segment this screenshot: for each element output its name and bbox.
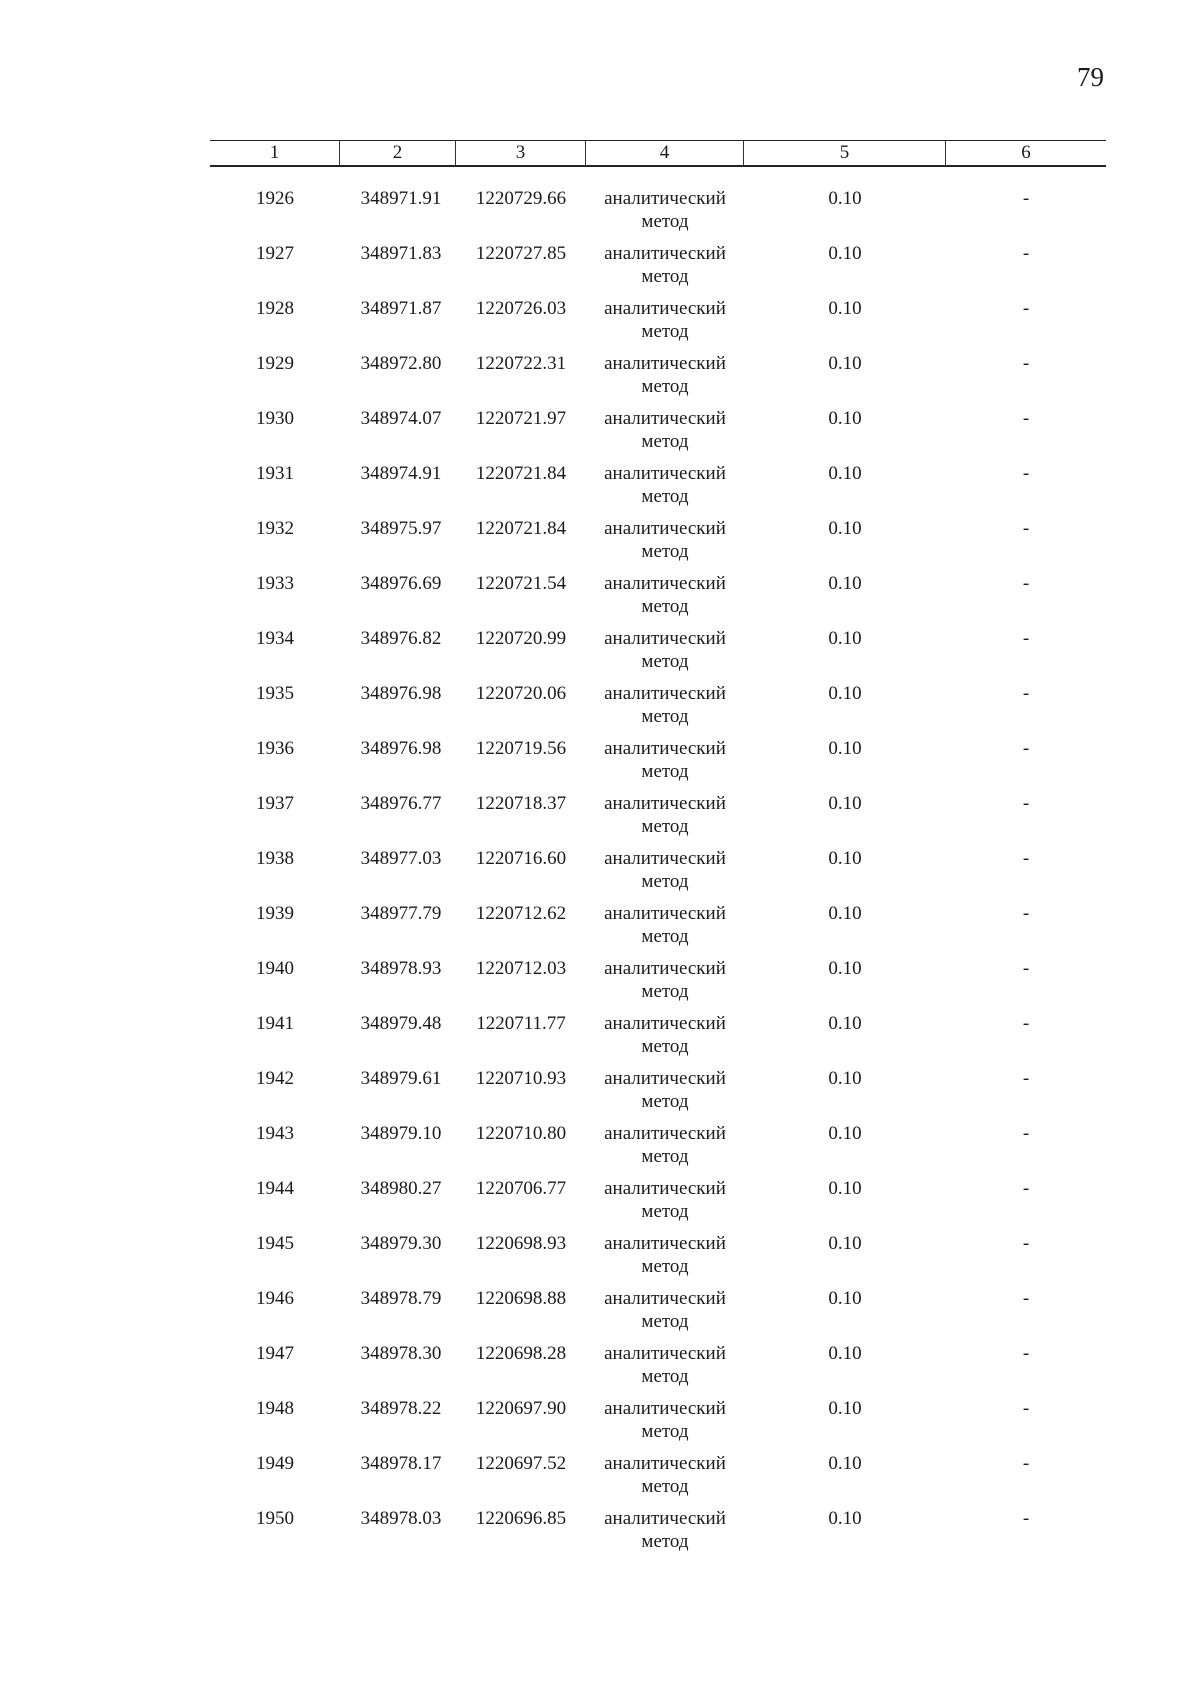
coordinate-y: 1220698.93 — [475, 1233, 567, 1254]
note-value: - — [1022, 683, 1030, 704]
coordinate-y: 1220711.77 — [476, 1013, 566, 1034]
accuracy-value: 0.10 — [828, 1508, 862, 1529]
point-number: 1934 — [256, 628, 294, 649]
coordinate-y: 1220706.77 — [475, 1178, 567, 1199]
point-number: 1948 — [256, 1398, 294, 1419]
method-line-1: аналитический — [604, 1398, 726, 1419]
point-number: 1949 — [256, 1453, 294, 1474]
accuracy-value: 0.10 — [828, 1178, 862, 1199]
point-number: 1939 — [256, 903, 294, 924]
method-cell — [586, 242, 744, 297]
column-header-6: 6 — [1021, 142, 1031, 163]
note-value: - — [1022, 903, 1030, 924]
column-header-2: 2 — [340, 141, 456, 165]
coordinate-y: 1220721.54 — [475, 573, 567, 594]
method-line-1: аналитический — [604, 628, 726, 649]
method-line-2: метод — [641, 871, 689, 892]
coordinate-x: 348971.87 — [360, 298, 442, 319]
point-number: 1928 — [256, 298, 294, 319]
coordinate-x: 348976.69 — [360, 573, 442, 594]
method-cell — [586, 1122, 744, 1177]
method-line-2: метод — [641, 1201, 689, 1222]
point-number: 1946 — [256, 1288, 294, 1309]
method-line-2: метод — [641, 1091, 689, 1112]
coordinate-x: 348978.79 — [360, 1288, 442, 1309]
accuracy-value: 0.10 — [828, 1123, 862, 1144]
accuracy-value: 0.10 — [828, 903, 862, 924]
method-line-1: аналитический — [604, 848, 726, 869]
method-line-2: метод — [641, 651, 689, 672]
coordinate-x: 348976.77 — [360, 793, 442, 814]
note-value: - — [1022, 628, 1030, 649]
method-cell — [586, 792, 744, 847]
coordinate-y: 1220698.88 — [475, 1288, 567, 1309]
method-cell — [586, 737, 744, 792]
coordinate-y: 1220710.93 — [475, 1068, 567, 1089]
method-line-1: аналитический — [604, 573, 726, 594]
coordinate-y: 1220710.80 — [475, 1123, 567, 1144]
method-line-1: аналитический — [604, 298, 726, 319]
method-line-1: аналитический — [604, 1453, 726, 1474]
coordinate-x: 348978.22 — [360, 1398, 442, 1419]
table-row — [210, 682, 1106, 737]
coordinate-y: 1220716.60 — [475, 848, 567, 869]
point-number: 1933 — [256, 573, 294, 594]
method-line-2: метод — [641, 431, 689, 452]
table-row — [210, 737, 1106, 792]
method-line-1: аналитический — [604, 463, 726, 484]
accuracy-value: 0.10 — [828, 518, 862, 539]
column-header-1: 1 — [210, 141, 340, 165]
coordinate-x: 348971.91 — [360, 188, 442, 209]
note-value: - — [1022, 1508, 1030, 1529]
point-number: 1941 — [256, 1013, 294, 1034]
accuracy-value: 0.10 — [828, 793, 862, 814]
accuracy-value: 0.10 — [828, 738, 862, 759]
point-number: 1935 — [256, 683, 294, 704]
point-number: 1938 — [256, 848, 294, 869]
note-value: - — [1022, 1013, 1030, 1034]
note-value: - — [1022, 463, 1030, 484]
accuracy-value: 0.10 — [828, 683, 862, 704]
coordinate-y: 1220720.99 — [475, 628, 567, 649]
method-cell — [586, 1287, 744, 1342]
method-line-2: метод — [641, 486, 689, 507]
method-line-2: метод — [641, 596, 689, 617]
table-row — [210, 957, 1106, 1012]
method-cell — [586, 627, 744, 682]
table-row — [210, 1177, 1106, 1232]
method-line-2: метод — [641, 816, 689, 837]
coordinate-y: 1220721.97 — [475, 408, 567, 429]
method-cell — [586, 1067, 744, 1122]
method-cell — [586, 902, 744, 957]
coordinate-y: 1220697.52 — [475, 1453, 567, 1474]
method-line-1: аналитический — [604, 793, 726, 814]
table-row — [210, 242, 1106, 297]
point-number: 1940 — [256, 958, 294, 979]
coordinate-x: 348975.97 — [360, 518, 442, 539]
note-value: - — [1022, 738, 1030, 759]
method-cell — [586, 352, 744, 407]
table-row — [210, 1287, 1106, 1342]
method-line-2: метод — [641, 981, 689, 1002]
accuracy-value: 0.10 — [828, 408, 862, 429]
method-cell — [586, 1452, 744, 1507]
method-line-1: аналитический — [604, 1178, 726, 1199]
table-row — [210, 462, 1106, 517]
method-line-2: метод — [641, 761, 689, 782]
point-number: 1926 — [256, 188, 294, 209]
method-line-1: аналитический — [604, 683, 726, 704]
point-number: 1944 — [256, 1178, 294, 1199]
accuracy-value: 0.10 — [828, 573, 862, 594]
point-number: 1947 — [256, 1343, 294, 1364]
coordinate-y: 1220721.84 — [475, 463, 567, 484]
note-value: - — [1022, 1123, 1030, 1144]
method-line-1: аналитический — [604, 1068, 726, 1089]
method-line-1: аналитический — [604, 1123, 726, 1144]
accuracy-value: 0.10 — [828, 1398, 862, 1419]
method-line-2: метод — [641, 1476, 689, 1497]
coordinate-y: 1220697.90 — [475, 1398, 567, 1419]
point-number: 1942 — [256, 1068, 294, 1089]
method-line-1: аналитический — [604, 738, 726, 759]
method-line-1: аналитический — [604, 408, 726, 429]
table-row — [210, 1397, 1106, 1452]
accuracy-value: 0.10 — [828, 188, 862, 209]
page-number: 79 — [1077, 62, 1104, 92]
method-cell — [586, 407, 744, 462]
coordinate-y: 1220696.85 — [475, 1508, 567, 1529]
coordinate-y: 1220726.03 — [475, 298, 567, 319]
coordinates-table — [210, 140, 1106, 1562]
table-body — [210, 187, 1106, 1562]
method-line-1: аналитический — [604, 903, 726, 924]
coordinate-y: 1220719.56 — [475, 738, 567, 759]
coordinate-y: 1220722.31 — [475, 353, 567, 374]
accuracy-value: 0.10 — [828, 958, 862, 979]
coordinate-x: 348976.82 — [360, 628, 442, 649]
table-row — [210, 847, 1106, 902]
table-row — [210, 187, 1106, 242]
coordinate-x: 348980.27 — [360, 1178, 442, 1199]
point-number: 1943 — [256, 1123, 294, 1144]
coordinate-y: 1220729.66 — [475, 188, 567, 209]
coordinate-x: 348979.30 — [360, 1233, 442, 1254]
method-line-2: метод — [641, 1366, 689, 1387]
table-row — [210, 627, 1106, 682]
method-cell — [586, 1012, 744, 1067]
accuracy-value: 0.10 — [828, 298, 862, 319]
coordinate-x: 348971.83 — [360, 243, 442, 264]
note-value: - — [1022, 1343, 1030, 1364]
method-cell — [586, 572, 744, 627]
note-value: - — [1022, 958, 1030, 979]
method-line-1: аналитический — [604, 1013, 726, 1034]
coordinate-x: 348977.79 — [360, 903, 442, 924]
coordinate-x: 348977.03 — [360, 848, 442, 869]
method-cell — [586, 297, 744, 352]
coordinate-x: 348979.48 — [360, 1013, 442, 1034]
method-line-2: метод — [641, 1421, 689, 1442]
method-cell — [586, 1232, 744, 1287]
coordinate-x: 348978.17 — [360, 1453, 442, 1474]
coordinate-x: 348978.03 — [360, 1508, 442, 1529]
method-line-2: метод — [641, 541, 689, 562]
coordinate-x: 348978.30 — [360, 1343, 442, 1364]
coordinate-x: 348976.98 — [360, 738, 442, 759]
table-row — [210, 297, 1106, 352]
method-line-2: метод — [641, 1036, 689, 1057]
method-line-2: метод — [641, 1311, 689, 1332]
table-row — [210, 1012, 1106, 1067]
accuracy-value: 0.10 — [828, 1068, 862, 1089]
coordinate-x: 348972.80 — [360, 353, 442, 374]
table-row — [210, 407, 1106, 462]
table-header — [210, 140, 1106, 167]
method-cell — [586, 462, 744, 517]
coordinate-y: 1220698.28 — [475, 1343, 567, 1364]
method-line-1: аналитический — [604, 243, 726, 264]
method-line-2: метод — [641, 706, 689, 727]
coordinate-x: 348979.61 — [360, 1068, 442, 1089]
table-row — [210, 902, 1106, 957]
accuracy-value: 0.10 — [828, 1288, 862, 1309]
accuracy-value: 0.10 — [828, 1233, 862, 1254]
point-number: 1937 — [256, 793, 294, 814]
note-value: - — [1022, 848, 1030, 869]
method-line-2: метод — [641, 926, 689, 947]
table-row — [210, 517, 1106, 572]
point-number: 1930 — [256, 408, 294, 429]
method-cell — [586, 957, 744, 1012]
method-line-2: метод — [641, 211, 689, 232]
accuracy-value: 0.10 — [828, 1453, 862, 1474]
coordinate-x: 348974.07 — [360, 408, 442, 429]
table-row — [210, 1507, 1106, 1562]
coordinate-x: 348976.98 — [360, 683, 442, 704]
accuracy-value: 0.10 — [828, 463, 862, 484]
coordinate-x: 348978.93 — [360, 958, 442, 979]
accuracy-value: 0.10 — [828, 1343, 862, 1364]
note-value: - — [1022, 1453, 1030, 1474]
method-line-2: метод — [641, 321, 689, 342]
coordinate-x: 348979.10 — [360, 1123, 442, 1144]
column-header-5: 5 — [744, 141, 946, 165]
coordinate-y: 1220712.03 — [475, 958, 567, 979]
method-cell — [586, 517, 744, 572]
accuracy-value: 0.10 — [828, 353, 862, 374]
coordinate-y: 1220712.62 — [475, 903, 567, 924]
method-line-1: аналитический — [604, 1233, 726, 1254]
method-line-1: аналитический — [604, 353, 726, 374]
method-line-1: аналитический — [604, 1508, 726, 1529]
note-value: - — [1022, 573, 1030, 594]
point-number: 1945 — [256, 1233, 294, 1254]
accuracy-value: 0.10 — [828, 628, 862, 649]
method-line-2: метод — [641, 376, 689, 397]
note-value: - — [1022, 408, 1030, 429]
note-value: - — [1022, 1178, 1030, 1199]
column-header-4: 4 — [586, 141, 744, 165]
note-value: - — [1022, 298, 1030, 319]
method-cell — [586, 187, 744, 242]
table-row — [210, 572, 1106, 627]
table-row — [210, 1122, 1106, 1177]
point-number: 1929 — [256, 353, 294, 374]
coordinate-x: 348974.91 — [360, 463, 442, 484]
note-value: - — [1022, 1288, 1030, 1309]
method-cell — [586, 847, 744, 902]
method-line-1: аналитический — [604, 518, 726, 539]
table-row — [210, 1067, 1106, 1122]
point-number: 1932 — [256, 518, 294, 539]
method-cell — [586, 682, 744, 737]
method-line-2: метод — [641, 1531, 689, 1552]
table-row — [210, 792, 1106, 847]
method-line-1: аналитический — [604, 1343, 726, 1364]
table-row — [210, 352, 1106, 407]
method-line-2: метод — [641, 1256, 689, 1277]
note-value: - — [1022, 188, 1030, 209]
note-value: - — [1022, 1233, 1030, 1254]
point-number: 1950 — [256, 1508, 294, 1529]
note-value: - — [1022, 793, 1030, 814]
method-cell — [586, 1507, 744, 1562]
accuracy-value: 0.10 — [828, 243, 862, 264]
point-number: 1931 — [256, 463, 294, 484]
coordinate-y: 1220718.37 — [475, 793, 567, 814]
note-value: - — [1022, 1398, 1030, 1419]
accuracy-value: 0.10 — [828, 1013, 862, 1034]
method-line-2: метод — [641, 266, 689, 287]
method-line-1: аналитический — [604, 958, 726, 979]
accuracy-value: 0.10 — [828, 848, 862, 869]
table-row — [210, 1232, 1106, 1287]
table-row — [210, 1452, 1106, 1507]
method-cell — [586, 1397, 744, 1452]
table-row — [210, 1342, 1106, 1397]
note-value: - — [1022, 353, 1030, 374]
method-cell — [586, 1177, 744, 1232]
method-cell — [586, 1342, 744, 1397]
method-line-2: метод — [641, 1146, 689, 1167]
method-line-1: аналитический — [604, 1288, 726, 1309]
point-number: 1936 — [256, 738, 294, 759]
point-number: 1927 — [256, 243, 294, 264]
coordinate-y: 1220720.06 — [475, 683, 567, 704]
method-line-1: аналитический — [604, 188, 726, 209]
note-value: - — [1022, 1068, 1030, 1089]
coordinate-y: 1220721.84 — [475, 518, 567, 539]
note-value: - — [1022, 518, 1030, 539]
column-header-3: 3 — [456, 141, 586, 165]
coordinate-y: 1220727.85 — [475, 243, 567, 264]
note-value: - — [1022, 243, 1030, 264]
